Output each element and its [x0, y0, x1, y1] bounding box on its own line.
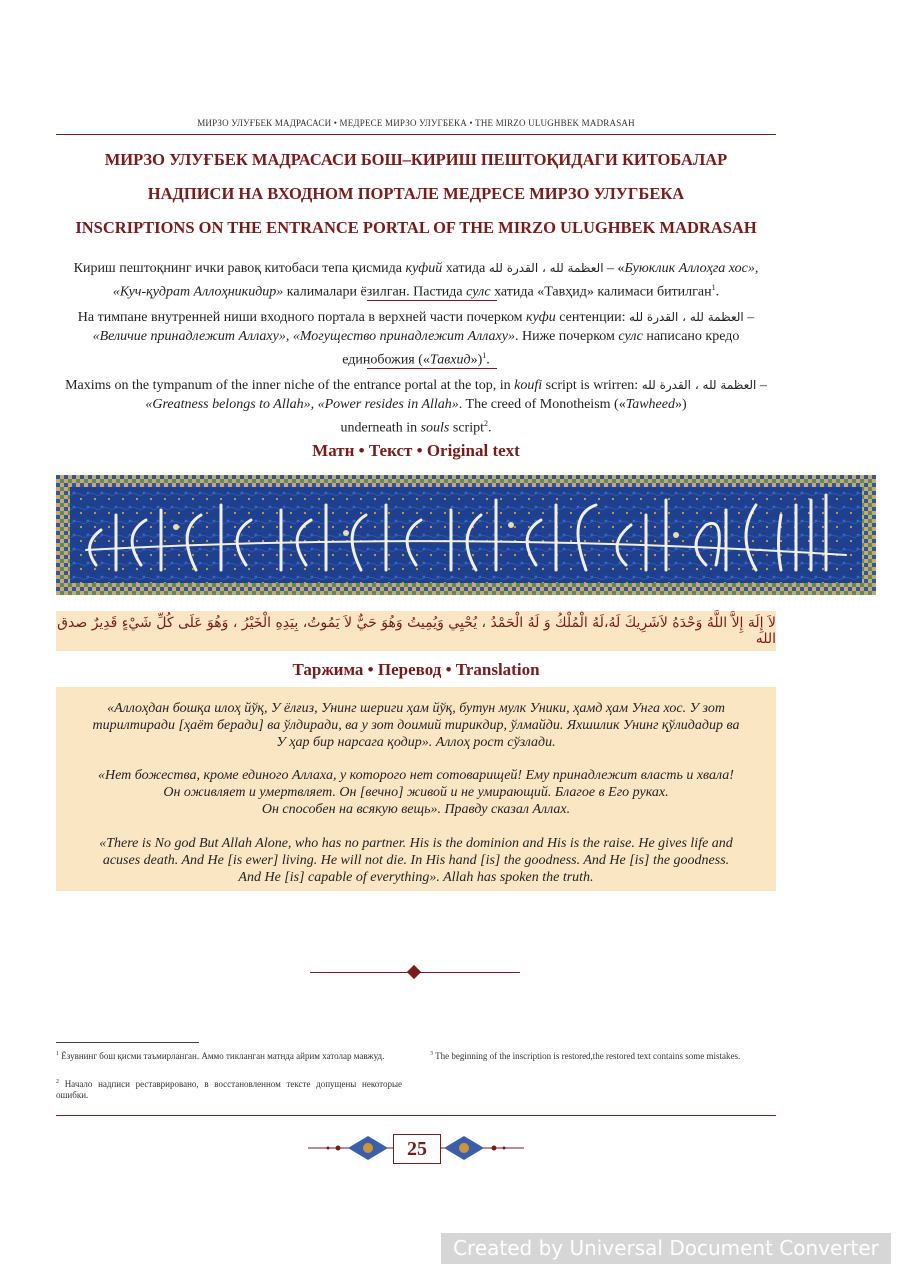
intro-uz: Кириш пештоқнинг ички равоқ китобаси тепа қисмида куфий хатида العظمة لله ، القدرة لله – «Буюклик Аллоҳга хос», «Куч-қудрат Аллоҳникидир» калималари ёзилган. Пастида сулс хатида «Тавҳид» калимаси битилган$^1$.: [73, 261, 759, 300]
footnote-3: $^3$ The beginning of the inscription is restored,the restored text contains some mistakes.: [430, 1051, 741, 1061]
diamond-ornament-icon: [407, 965, 421, 979]
separator: [367, 368, 497, 369]
translation-uz: «Аллоҳдан бошқа илоҳ йўқ, У ёлғиз, Унинг шериги ҳам йўқ, бутун мулк Уники, ҳамд ҳам Унга хос. У зот тирилтиради [ҳаёт беради] ва ўлдиради, ва у зот доимий тирикдир, ўлмайди. Яхшилик Унинг қўлидадир ва У ҳар бир нарсага қодир». Аллоҳ рост сўзлади.: [92, 701, 740, 750]
section-translation: Таржима • Перевод • Translation: [292, 660, 540, 679]
running-head: МИРЗО УЛУҒБЕК МАДРАСАСИ • МЕДРЕСЕ МИРЗО УЛУГБЕКА • THE MIRZO ULUGHBEK MADRASAH: [197, 118, 635, 128]
page-number: 25: [393, 1134, 441, 1164]
footer-rule: [56, 1115, 776, 1116]
footnote-rule: [56, 1042, 199, 1043]
intro-en: Maxims on the tympanum of the inner niche of the entrance portal at the top, in koufi script is wrirren: العظمة لله ، القدرة لله – «Greatness belongs to Allah», «Power resides in Allah». The creed of Monotheism («Tawheed») underneath in souls script$^2$.: [65, 378, 767, 436]
translation-box: [56, 687, 776, 891]
watermark: Created by Universal Document Converter: [441, 1233, 891, 1264]
separator: [367, 300, 497, 301]
title-en: INSCRIPTIONS ON THE ENTRANCE PORTAL OF THE MIRZO ULUGHBEK MADRASAH: [75, 218, 757, 237]
translation-en: «There is No god But Allah Alone, who has no partner. His is the dominion and His is the raise. He gives life and acuses death. And He [is ewer] living. He will not die. In His hand [is] the goodness. And He [is] the goodness. And He [is] capable of everything». Allah has spoken the truth.: [99, 836, 733, 885]
footnote-1: $^1$ Ёзувнинг бош қисми таъмирланган. Аммо тикланган матнда айрим хатолар мавжуд.: [56, 1051, 385, 1061]
header-rule: [56, 134, 776, 135]
inscription-mosaic-photo: [56, 475, 876, 595]
translation-ru: «Нет божества, кроме единого Аллаха, у которого нет сотоварищей! Ему принадлежит власть и хвала! Он оживляет и умертвляет. Он [вечно] живой и не умирающий. Благое в Его руках. Он способен на всякую вещь». Правду сказал Аллах.: [98, 768, 734, 817]
arabic-text: لاَ إِلَهَ إِلاَّ اللَّهُ وَحْدَهُ لاَشَرِيكَ لَهُ،لَهُ الْمُلْكُ وَ لَهُ الْحَمْدُ ، يُحْيِي وَيُمِيتُ وَهُوَ حَيٌّ لاَ يَمُوتُ، بِيَدِهِ الْخَيْرُ ، وَهُوَ عَلَى كُلِّ شَيْءٍ قَدِيرٌ صدق الله: [57, 615, 776, 647]
arabic-text-band: [56, 611, 776, 651]
intro-ru: На тимпане внутренней ниши входного портала в верхней части почерком куфи сентенции: العظمة لله ، القدرة لله – «Величие принадлежит Аллаху», «Могущество принадлежит Аллаху». Ниже почерком сулс написано кредо единобожия («Тавхид»)$^1$.: [77, 310, 755, 368]
title-ru: НАДПИСИ НА ВХОДНОМ ПОРТАЛЕ МЕДРЕСЕ МИРЗО УЛУГБЕКА: [147, 184, 685, 203]
title-uz: МИРЗО УЛУҒБЕК МАДРАСАСИ БОШ–КИРИШ ПЕШТОҚИДАГИ КИТОБАЛАР: [104, 150, 728, 169]
section-original-text: Матн • Текст • Original text: [312, 441, 520, 460]
footnote-2: $^2$ Начало надписи реставрировано, в восстановленном тексте допущены некоторые ошибки.: [56, 1079, 402, 1100]
